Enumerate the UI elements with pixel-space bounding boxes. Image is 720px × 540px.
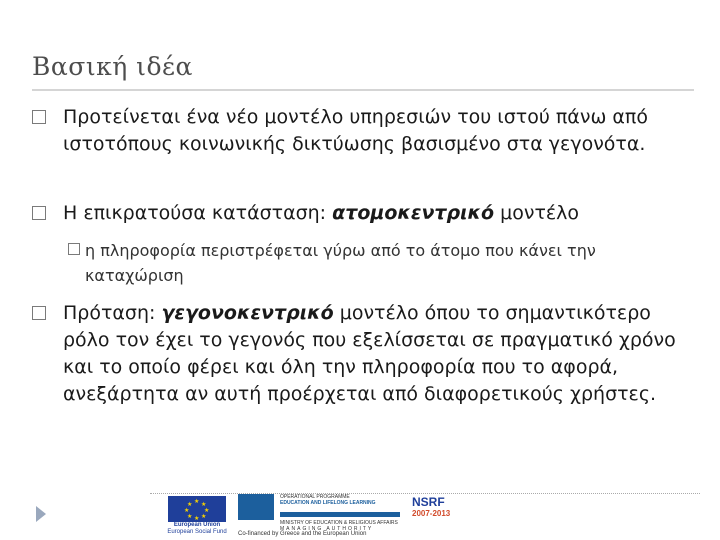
bullet-2-prefix: Η επικρατούσα κατάσταση: bbox=[63, 202, 333, 224]
bullet-2 bbox=[32, 200, 682, 227]
eu-logo bbox=[165, 496, 229, 540]
bullet-1 bbox=[32, 104, 682, 158]
bullet-2-emphasis: ατομοκεντρικό bbox=[332, 202, 495, 224]
bullet-3-suffix: μοντέλο όπου το σημαντικότερο ρόλο τον έχει το γεγονός που εξελίσσεται σε πραγματικό χρόνο και το οποίο φέρει και όλη την πληροφορία που το αφορά, ανεξάρτητα αν αυτή προέρχεται από διαφορετικούς χρήστες. bbox=[63, 302, 676, 405]
footer-divider bbox=[150, 493, 700, 494]
checkbox-bullet-icon bbox=[68, 243, 80, 255]
op-text bbox=[280, 494, 408, 506]
nsrf-years: 2007-2013 bbox=[412, 509, 451, 518]
bullet-3 bbox=[32, 300, 682, 408]
nsrf-title: NSRF bbox=[412, 495, 445, 509]
next-slide-arrow-icon[interactable] bbox=[36, 506, 46, 522]
checkbox-bullet-icon bbox=[32, 110, 46, 124]
nsrf-logo bbox=[412, 495, 474, 525]
bullet-1-text: Προτείνεται ένα νέο μοντέλο υπηρεσιών του ιστού πάνω από ιστοτόπους κοινωνικής δικτύωσης βασισμένο στα γεγονότα. bbox=[63, 106, 648, 155]
bullet-2-text bbox=[32, 200, 682, 227]
bullet-3-prefix: Πρόταση: bbox=[63, 302, 162, 324]
op-line-2: EDUCATION AND LIFELONG LEARNING bbox=[280, 500, 376, 506]
sub-bullet-text: η πληροφορία περιστρέφεται γύρω από το άτομο που κάνει την καταχώριση bbox=[85, 241, 596, 285]
eu-flag-icon: ★ ★ ★ ★ ★ ★ ★ ★ bbox=[168, 496, 226, 522]
eu-caption-1: European Union bbox=[173, 522, 221, 528]
op-line-4: MANAGING AUTHORITY bbox=[280, 526, 374, 532]
bullet-3-text bbox=[32, 300, 682, 408]
book-icon bbox=[238, 494, 274, 520]
cofinanced-text: Co-financed by Greece and the European Union bbox=[238, 531, 367, 537]
checkbox-bullet-icon bbox=[32, 306, 46, 320]
checkbox-bullet-icon bbox=[32, 206, 46, 220]
sub-bullet bbox=[68, 238, 688, 288]
op-line-1: OPERATIONAL PROGRAMME bbox=[280, 494, 350, 500]
bullet-2-suffix: μοντέλο bbox=[494, 202, 580, 224]
op-bar bbox=[280, 512, 400, 517]
op-line-3: MINISTRY OF EDUCATION & RELIGIOUS AFFAIRS bbox=[280, 520, 398, 526]
bullet-3-emphasis: γεγονοκεντρικό bbox=[161, 302, 334, 324]
eu-caption-2: European Social Fund bbox=[167, 529, 227, 535]
slide-title: Βασική ιδέα bbox=[32, 52, 193, 81]
title-underline bbox=[32, 89, 694, 91]
